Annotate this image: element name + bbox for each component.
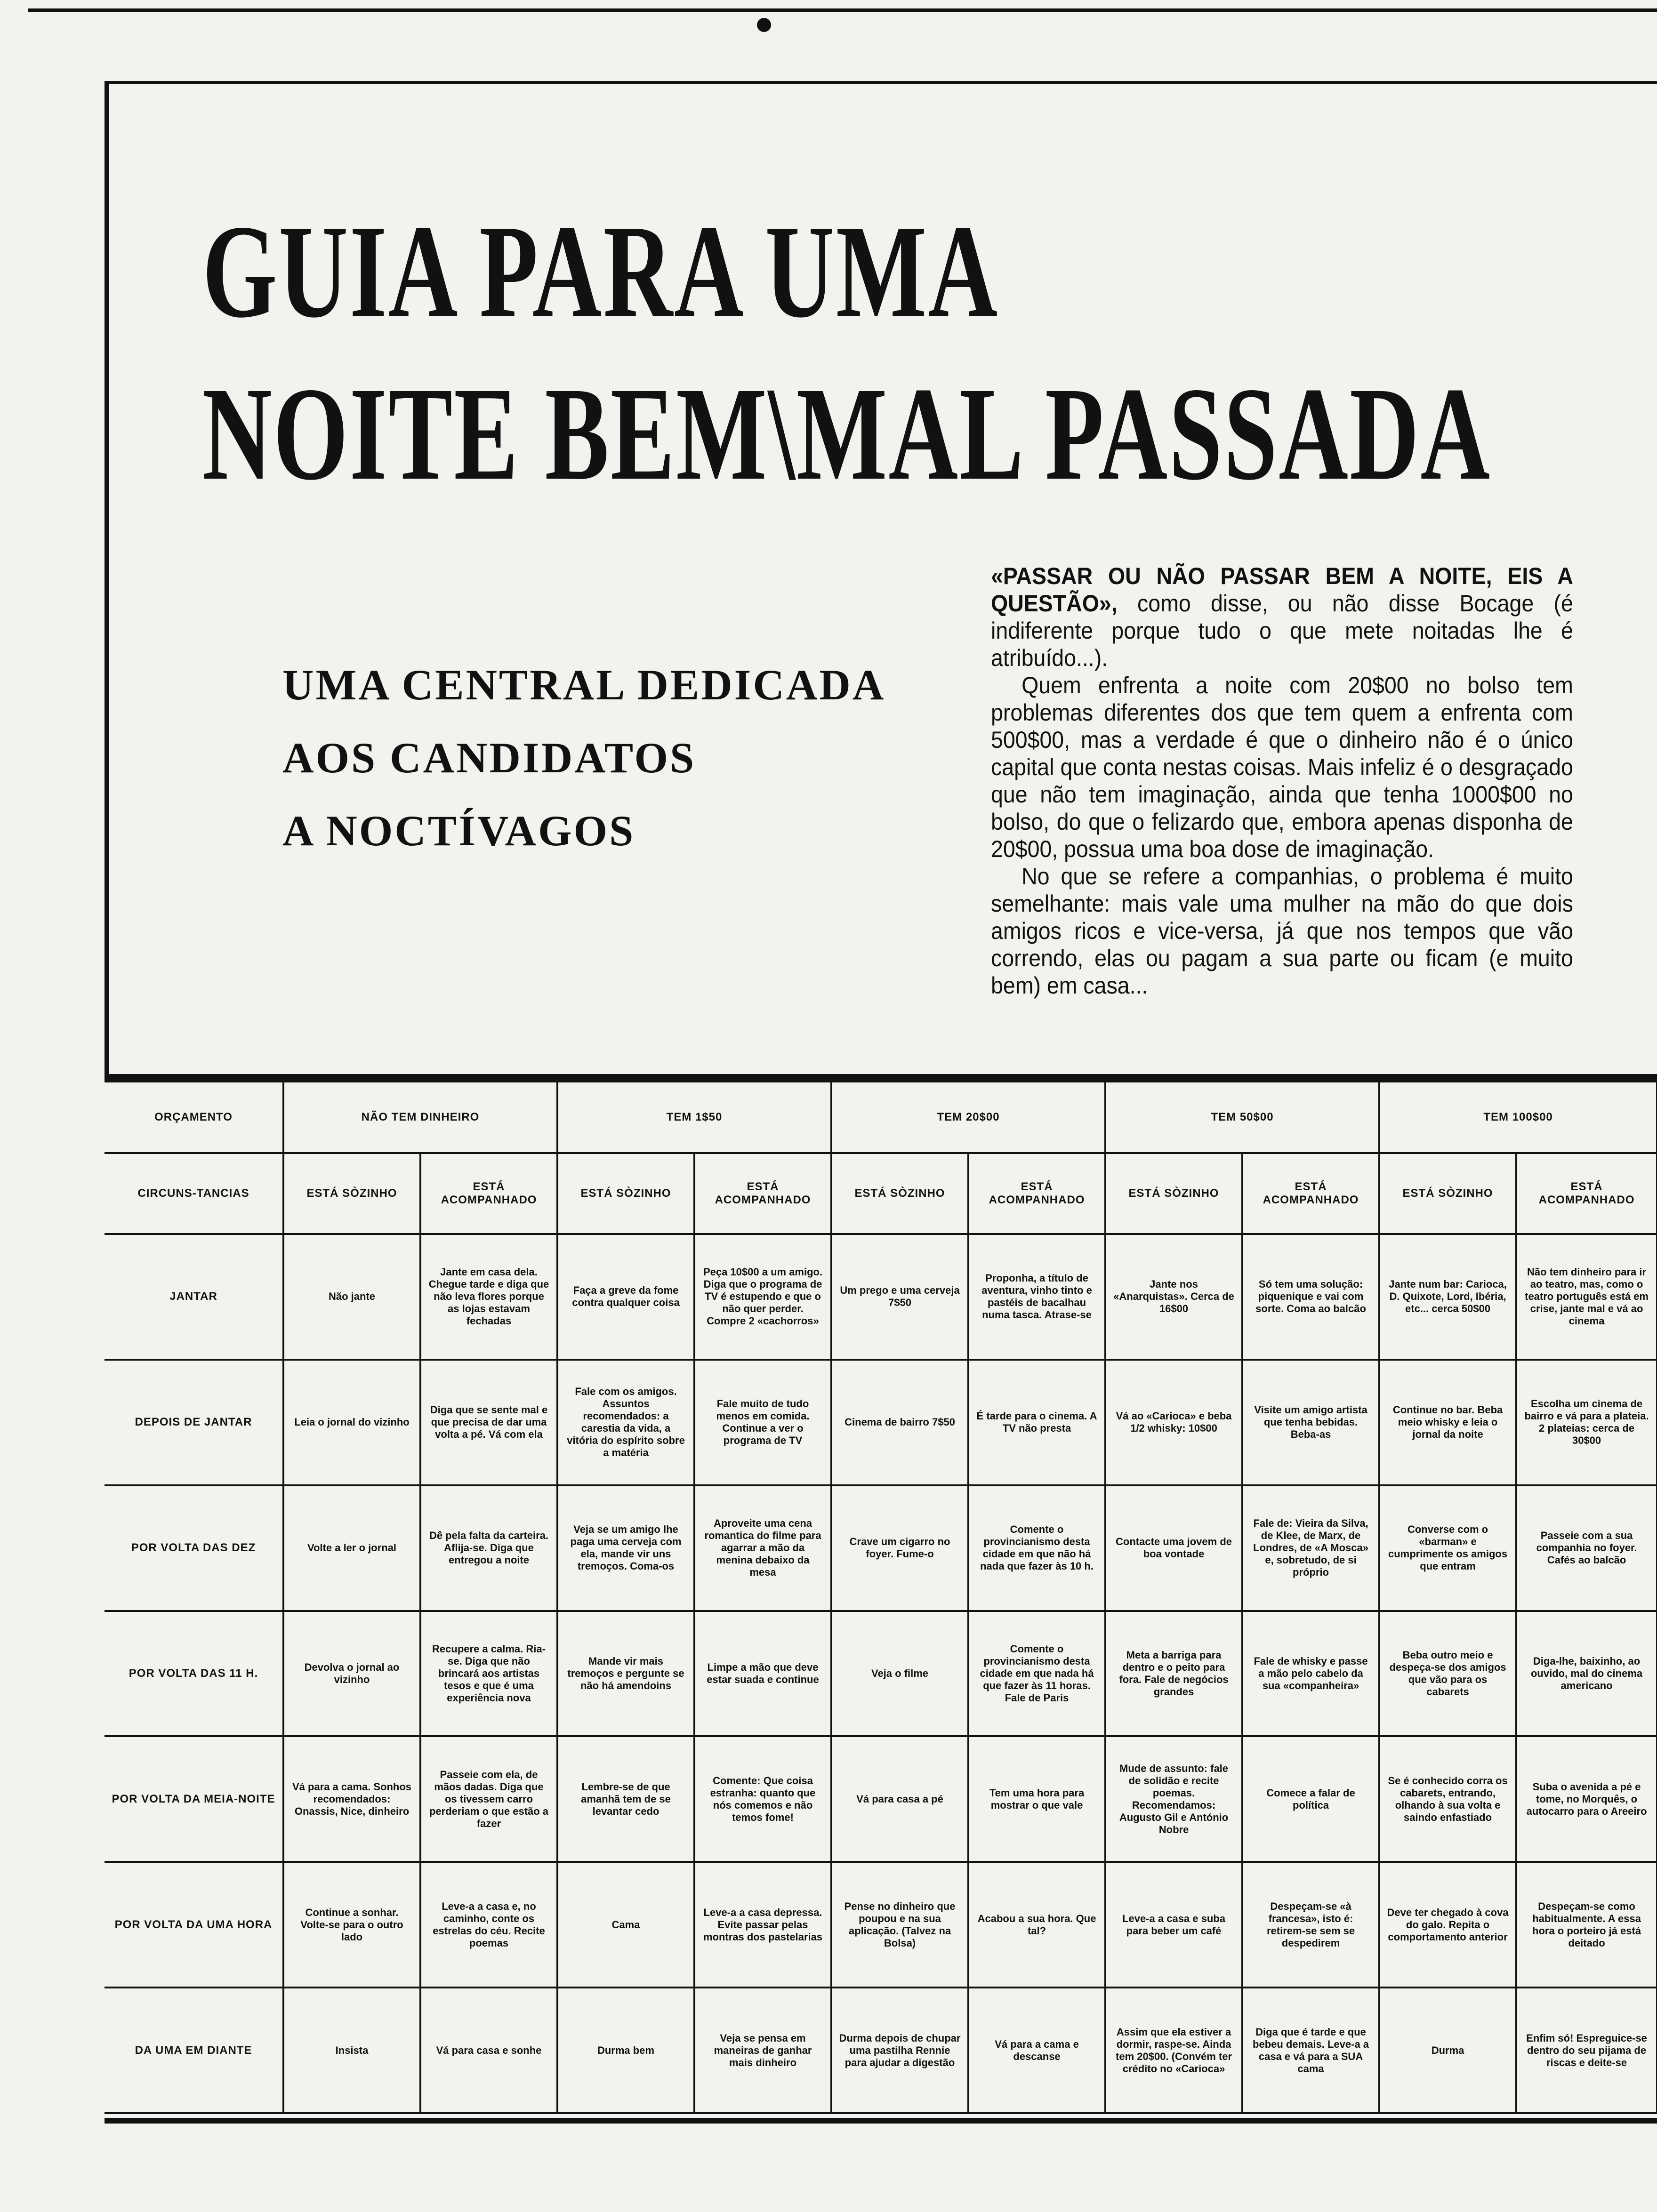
table-row <box>105 1862 1657 1988</box>
budget-label: ORÇAMENTO <box>105 1082 283 1153</box>
row-label: POR VOLTA DA UMA HORA <box>105 1862 283 1988</box>
intro-paragraph-1 <box>991 562 1573 672</box>
table-cell: Só tem uma solução: piquenique e vai com sorte. Coma ao balcão <box>1242 1234 1379 1360</box>
table-row <box>105 1736 1657 1862</box>
table-cell: Volte a ler o jornal <box>283 1485 420 1611</box>
guide-table <box>105 1081 1657 2114</box>
budget-header-3: TEM 20$00 <box>831 1082 1105 1153</box>
intro-p1-rest: como disse, ou não disse Bocage (é indiferente porque tudo o que mete noitadas lhe é atribuído...). <box>991 590 1573 671</box>
table-row <box>105 1611 1657 1737</box>
intro-text <box>991 562 1573 999</box>
subhead-line-2: AOS CANDIDATOS <box>282 734 696 782</box>
table-cell: Devolva o jornal ao vizinho <box>283 1611 420 1737</box>
subhead-line-3: A NOCTÍVAGOS <box>282 807 635 855</box>
headline-line-2: NOITE BEM\MAL PASSADA <box>202 360 1491 508</box>
table-cell: Jante nos «Anarquistas». Cerca de 16$00 <box>1105 1234 1242 1360</box>
table-cell: Não jante <box>283 1234 420 1360</box>
row-label: DA UMA EM DIANTE <box>105 1988 283 2113</box>
accompanied-header: ESTÁ ACOMPANHADO <box>1516 1153 1657 1234</box>
table-cell: Comente o provincianismo desta cidade em que não há nada que fazer às 10 h. <box>968 1485 1105 1611</box>
table-cell: Visite um amigo artista que tenha bebidas. Beba-as <box>1242 1360 1379 1485</box>
table-cell: Veja o filme <box>831 1611 968 1737</box>
row-label: POR VOLTA DAS 11 H. <box>105 1611 283 1737</box>
table-cell: Aproveite uma cena romantica do filme para agarrar a mão da menina debaixo da mesa <box>694 1485 831 1611</box>
intro-paragraph-2: Quem enfrenta a noite com 20$00 no bolso tem problemas diferentes dos que tem quem a enfrenta com 500$00, mas a verdade é que o dinheiro não é o único capital que conta nestas coisas. Mais infeliz é o desgraçado que não tem imaginação, ainda que tenha 1000$00 no bolso, do que o felizardo que, embora apenas disponha de 20$00, possua uma boa dose de imaginação. <box>991 672 1573 862</box>
table-cell: Converse com o «barman» e cumprimente os amigos que entram <box>1379 1485 1516 1611</box>
table-cell: Enfim só! Espreguice-se dentro do seu pijama de riscas e deite-se <box>1516 1988 1657 2113</box>
table-cell: Durma bem <box>557 1988 694 2113</box>
table-cell: Leve-a a casa e, no caminho, conte os estrelas do céu. Recite poemas <box>420 1862 557 1988</box>
table-cell: Peça 10$00 a um amigo. Diga que o programa de TV é estupendo e que o não quer perder. Compre 2 «cachorros» <box>694 1234 831 1360</box>
table-cell: Se é conhecido corra os cabarets, entrando, olhando à sua volta e saindo enfastiado <box>1379 1736 1516 1862</box>
table-cell: Acabou a sua hora. Que tal? <box>968 1862 1105 1988</box>
table-cell: Pense no dinheiro que poupou e na sua aplicação. (Talvez na Bolsa) <box>831 1862 968 1988</box>
table-cell: Não tem dinheiro para ir ao teatro, mas, como o teatro português está em crise, jante mal e vá ao cinema <box>1516 1234 1657 1360</box>
table-cell: Veja se um amigo lhe paga uma cerveja com ela, mande vir uns tremoços. Coma-os <box>557 1485 694 1611</box>
table-cell: Suba o avenida a pé e tome, no Morquês, o autocarro para o Areeiro <box>1516 1736 1657 1862</box>
budget-header-2: TEM 1$50 <box>557 1082 831 1153</box>
table-cell: Vá para a cama e descanse <box>968 1988 1105 2113</box>
table-cell: Vá para casa e sonhe <box>420 1988 557 2113</box>
intro-lead: «PASSAR OU NÃO PASSAR BEM A NOITE, EIS A QUESTÃO», <box>991 563 1573 617</box>
table-cell: Cinema de bairro 7$50 <box>831 1360 968 1485</box>
table-cell: Passeie com a sua companhia no foyer. Cafés ao balcão <box>1516 1485 1657 1611</box>
alone-header: ESTÁ SÒZINHO <box>557 1153 694 1234</box>
table-row <box>105 1360 1657 1485</box>
accompanied-header: ESTÁ ACOMPANHADO <box>1242 1153 1379 1234</box>
row-label: JANTAR <box>105 1234 283 1360</box>
table-cell: Tem uma hora para mostrar o que vale <box>968 1736 1105 1862</box>
table-row <box>105 1485 1657 1611</box>
table-cell: Cama <box>557 1862 694 1988</box>
alone-header: ESTÁ SÒZINHO <box>1379 1153 1516 1234</box>
table-cell: Despeçam-se «à francesa», isto é: retirem-se sem se despedirem <box>1242 1862 1379 1988</box>
table-cell: Durma <box>1379 1988 1516 2113</box>
table-cell: Leia o jornal do vizinho <box>283 1360 420 1485</box>
table-cell: Diga que se sente mal e que precisa de dar uma volta a pé. Vá com ela <box>420 1360 557 1485</box>
table-cell: Vá para a cama. Sonhos recomendados: Onassis, Nice, dinheiro <box>283 1736 420 1862</box>
row-label: DEPOIS DE JANTAR <box>105 1360 283 1485</box>
accompanied-header: ESTÁ ACOMPANHADO <box>694 1153 831 1234</box>
table-cell: Continue a sonhar. Volte-se para o outro lado <box>283 1862 420 1988</box>
table-cell: Dê pela falta da carteira. Aflija-se. Diga que entregou a noite <box>420 1485 557 1611</box>
table-row <box>105 1234 1657 1360</box>
table-row <box>105 1988 1657 2113</box>
table-cell: Vá para casa a pé <box>831 1736 968 1862</box>
guide-table-body <box>105 1234 1657 2113</box>
table-cell: Beba outro meio e despeça-se dos amigos que vão para os cabarets <box>1379 1611 1516 1737</box>
table-cell: Mude de assunto: fale de solidão e recite poemas. Recomendamos: Augusto Gil e António Nobre <box>1105 1736 1242 1862</box>
table-cell: Escolha um cinema de bairro e vá para a plateia. 2 plateias: cerca de 30$00 <box>1516 1360 1657 1485</box>
table-cell: Fale de whisky e passe a mão pelo cabelo da sua «companheira» <box>1242 1611 1379 1737</box>
budget-header-1: NÃO TEM DINHEIRO <box>283 1082 557 1153</box>
table-cell: Um prego e uma cerveja 7$50 <box>831 1234 968 1360</box>
table-cell: Proponha, a título de aventura, vinho tinto e pastéis de bacalhau numa tasca. Atrase-se <box>968 1234 1105 1360</box>
subhead-line-1: UMA CENTRAL DEDICADA <box>282 661 886 709</box>
table-cell: Mande vir mais tremoços e pergunte se não há amendoins <box>557 1611 694 1737</box>
table-cell: Recupere a calma. Ria-se. Diga que não brincará aos artistas tesos e que é uma experiência nova <box>420 1611 557 1737</box>
table-cell: Leve-a a casa depressa. Evite passar pelas montras dos pastelarias <box>694 1862 831 1988</box>
table-cell: Comente: Que coisa estranha: quanto que nós comemos e não temos fome! <box>694 1736 831 1862</box>
table-cell: Fale com os amigos. Assuntos recomendados: a carestia da vida, a vitória do espírito sobre a matéria <box>557 1360 694 1485</box>
alone-header: ESTÁ SÒZINHO <box>1105 1153 1242 1234</box>
table-cell: Diga-lhe, baixinho, ao ouvido, mal do cinema americano <box>1516 1611 1657 1737</box>
table-cell: Diga que é tarde e que bebeu demais. Leve-a a casa e vá para a SUA cama <box>1242 1988 1379 2113</box>
intro-paragraph-3: No que se refere a companhias, o problema é muito semelhante: mais vale uma mulher na mão do que dois amigos ricos e vice-versa, já que nos tempos que vão correndo, elas ou pagam a sua parte ou ficam (e muito bem) em casa... <box>991 863 1573 999</box>
table-cell: Meta a barriga para dentro e o peito para fora. Fale de negócios grandes <box>1105 1611 1242 1737</box>
table-cell: Deve ter chegado à cova do galo. Repita o comportamento anterior <box>1379 1862 1516 1988</box>
decorative-dot <box>757 18 771 32</box>
table-cell: Vá ao «Carioca» e beba 1/2 whisky: 10$00 <box>1105 1360 1242 1485</box>
table-cell: Fale muito de tudo menos em comida. Continue a ver o programa de TV <box>694 1360 831 1485</box>
alone-header: ESTÁ SÒZINHO <box>831 1153 968 1234</box>
table-cell: Crave um cigarro no foyer. Fume-o <box>831 1485 968 1611</box>
circumstance-header-row <box>105 1153 1657 1234</box>
accompanied-header: ESTÁ ACOMPANHADO <box>420 1153 557 1234</box>
table-cell: Leve-a a casa e suba para beber um café <box>1105 1862 1242 1988</box>
circumstances-label: CIRCUNS-TANCIAS <box>105 1153 283 1234</box>
table-cell: Faça a greve da fome contra qualquer coisa <box>557 1234 694 1360</box>
headline <box>202 191 1491 515</box>
table-cell: Contacte uma jovem de boa vontade <box>1105 1485 1242 1611</box>
table-cell: Lembre-se de que amanhã tem de se levantar cedo <box>557 1736 694 1862</box>
table-cell: Continue no bar. Beba meio whisky e leia o jornal da noite <box>1379 1360 1516 1485</box>
table-cell: Insista <box>283 1988 420 2113</box>
row-label: POR VOLTA DAS DEZ <box>105 1485 283 1611</box>
table-cell: Despeçam-se como habitualmente. A essa hora o porteiro já está deitado <box>1516 1862 1657 1988</box>
budget-header-4: TEM 50$00 <box>1105 1082 1379 1153</box>
headline-line-1: GUIA PARA UMA <box>202 198 999 345</box>
table-cell: Durma depois de chupar uma pastilha Rennie para ajudar a digestão <box>831 1988 968 2113</box>
table-cell: Comente o provincianismo desta cidade em que nada há que fazer às 11 horas. Fale de Paris <box>968 1611 1105 1737</box>
alone-header: ESTÁ SÒZINHO <box>283 1153 420 1234</box>
accompanied-header: ESTÁ ACOMPANHADO <box>968 1153 1105 1234</box>
top-rule <box>28 8 1657 12</box>
table-cell: Passeie com ela, de mãos dadas. Diga que os tivessem carro perderiam o que estão a fazer <box>420 1736 557 1862</box>
table-cell: Veja se pensa em maneiras de ganhar mais dinheiro <box>694 1988 831 2113</box>
bottom-rule <box>105 2118 1657 2124</box>
table-cell: Fale de: Vieira da Silva, de Klee, de Marx, de Londres, de «A Mosca» e, sobretudo, de si próprio <box>1242 1485 1379 1611</box>
table-cell: Jante num bar: Carioca, D. Quixote, Lord, Ibéria, etc... cerca 50$00 <box>1379 1234 1516 1360</box>
table-cell: Assim que ela estiver a dormir, raspe-se. Ainda tem 20$00. (Convém ter crédito no «Carioca» <box>1105 1988 1242 2113</box>
table-cell: É tarde para o cinema. A TV não presta <box>968 1360 1105 1485</box>
row-label: POR VOLTA DA MEIA-NOITE <box>105 1736 283 1862</box>
budget-header-row <box>105 1082 1657 1153</box>
table-cell: Limpe a mão que deve estar suada e continue <box>694 1611 831 1737</box>
table-cell: Comece a falar de política <box>1242 1736 1379 1862</box>
table-cell: Jante em casa dela. Chegue tarde e diga que não leva flores porque as lojas estavam fechadas <box>420 1234 557 1360</box>
subheadline <box>282 649 956 867</box>
budget-header-5: TEM 100$00 <box>1379 1082 1657 1153</box>
